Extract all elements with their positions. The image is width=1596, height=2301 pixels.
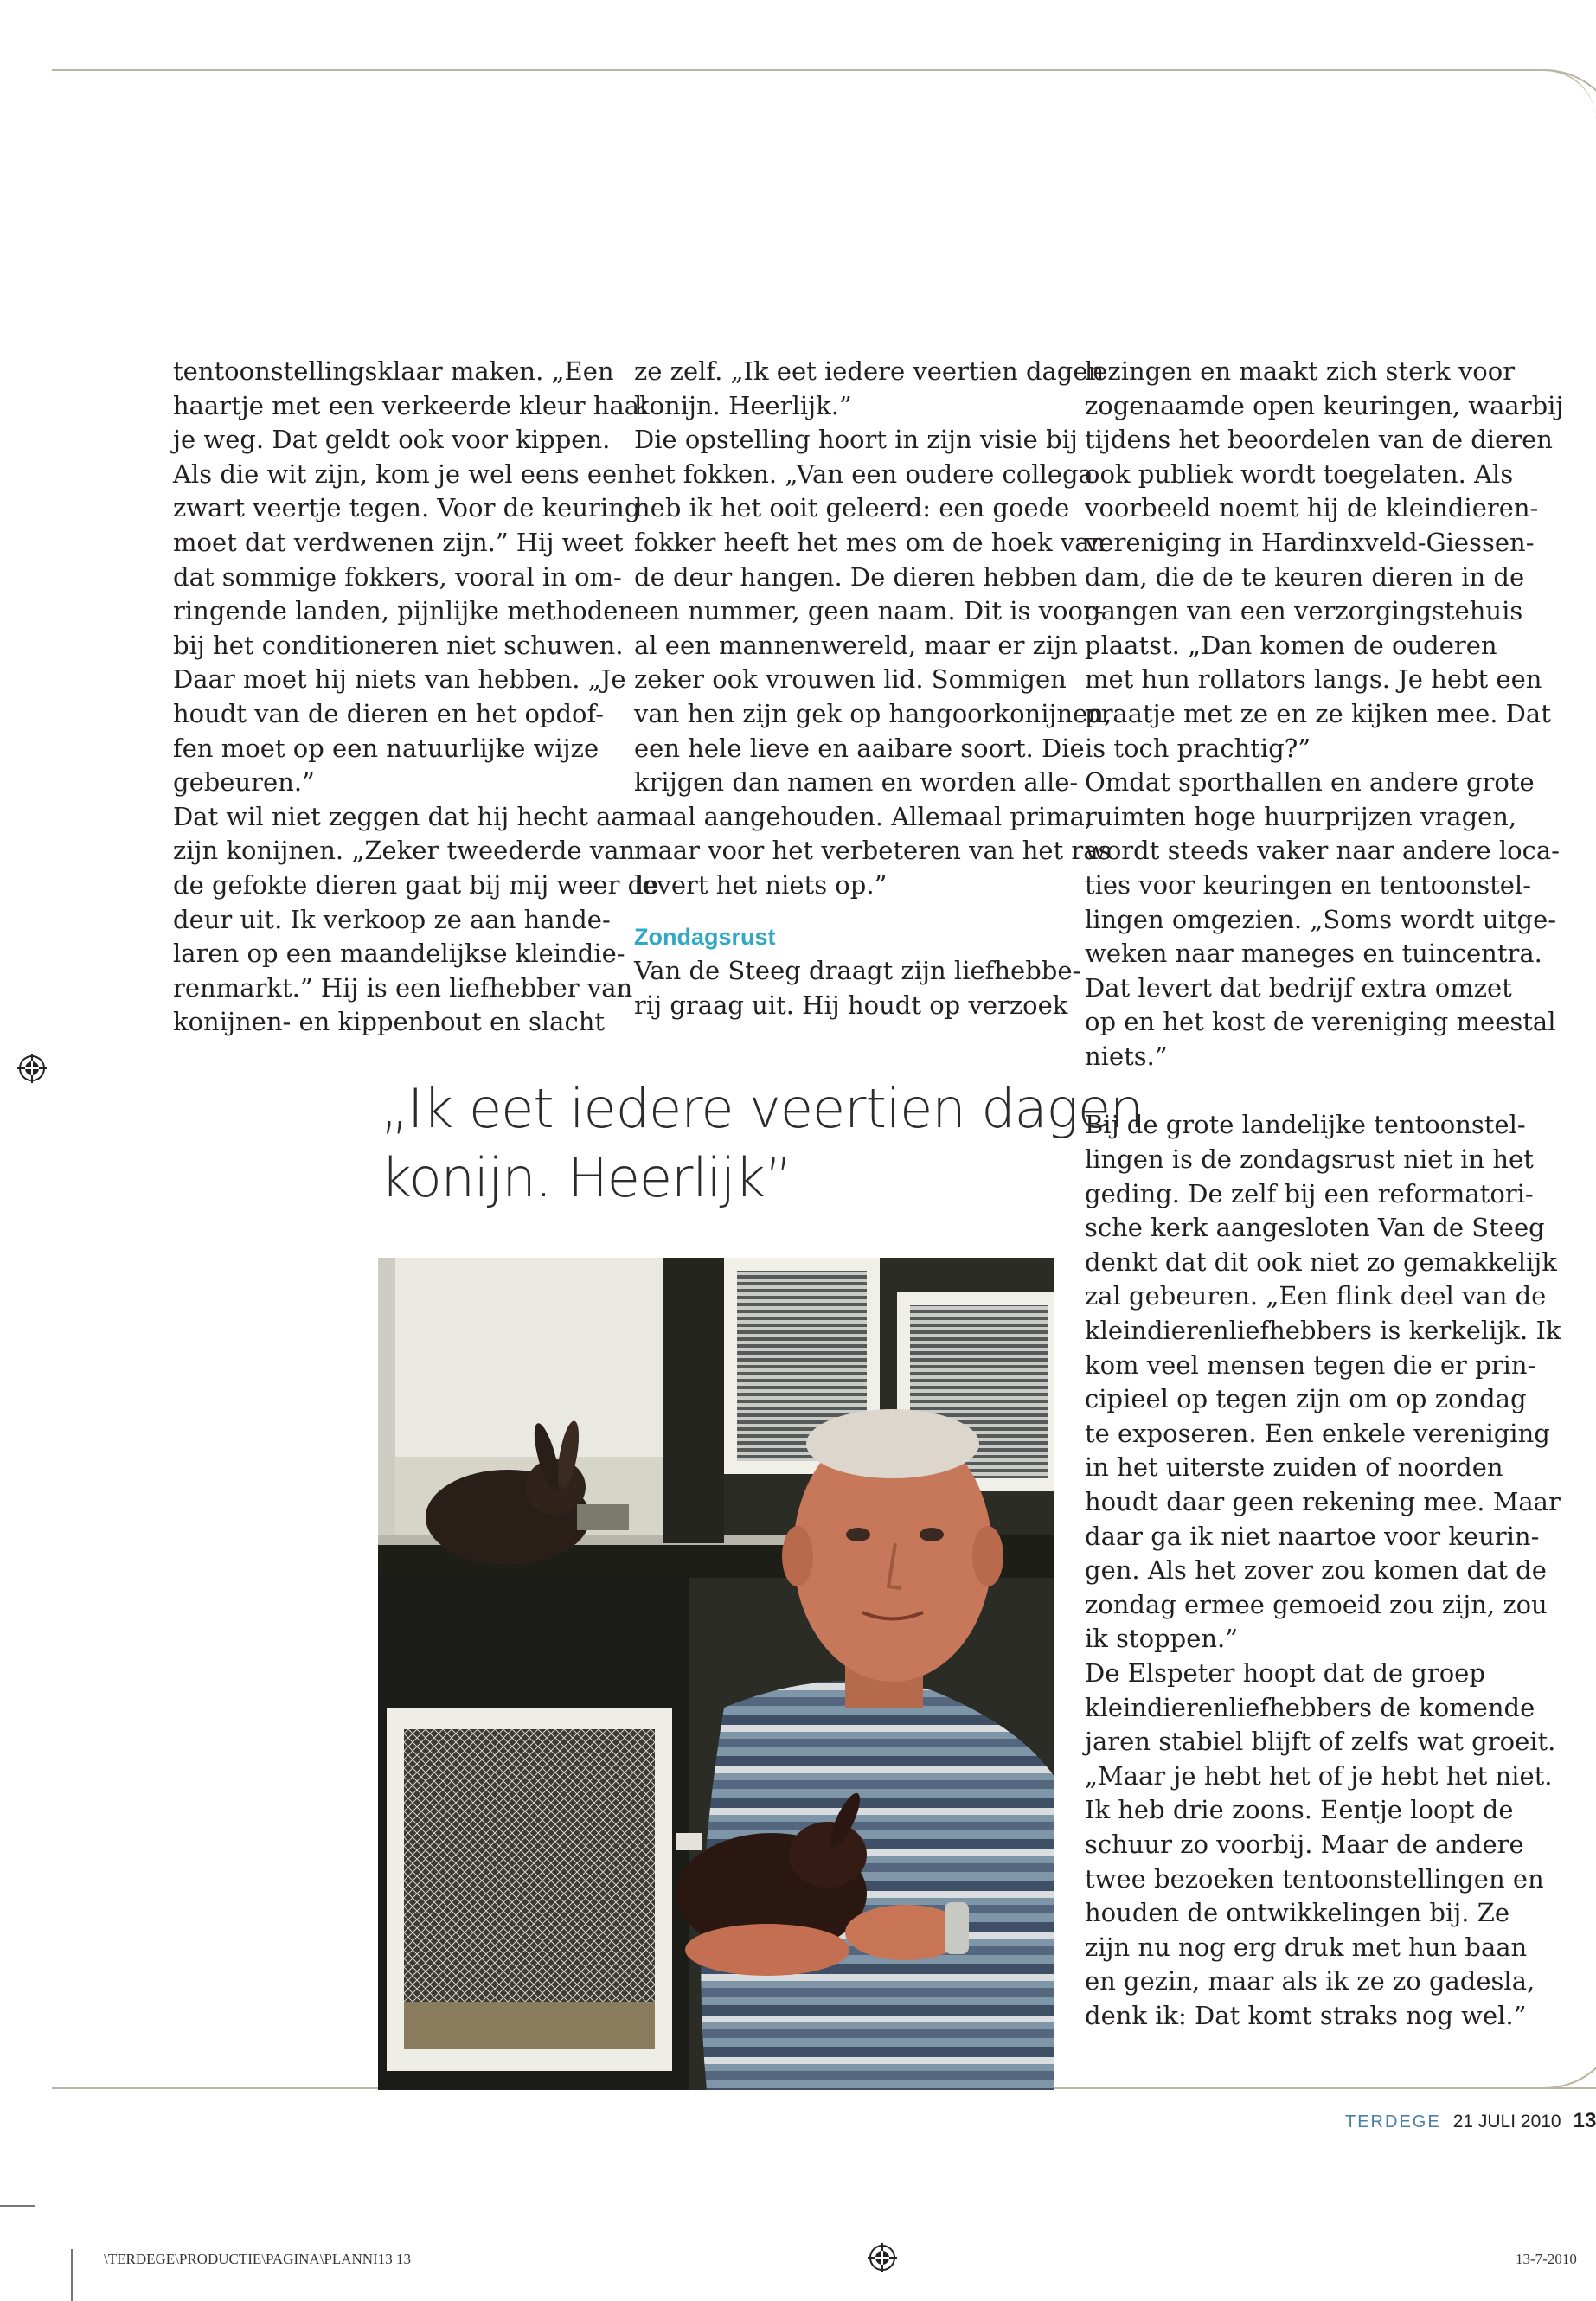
text-line: laren op een maandelijkse kleindie- <box>173 939 625 969</box>
text-line: op en het kost de vereniging meestal <box>1085 1007 1556 1037</box>
text-line: Bij de grote landelijke tentoonstel- <box>1085 1110 1526 1140</box>
text-line: kom veel mensen tegen die er prin- <box>1085 1349 1536 1380</box>
text-line: konijnen- en kippenbout en slacht <box>173 1007 606 1037</box>
text-line: kleindierenliefhebbers de komende <box>1085 1692 1535 1722</box>
text-line: van hen zijn gek op hangoorkonijnen, <box>634 698 1112 728</box>
page-footer <box>1345 2109 1596 2133</box>
text-line: konijn. Heerlijk.” <box>634 390 852 420</box>
text-line: de deur hangen. De dieren hebben <box>634 561 1078 592</box>
page-number: 13 <box>1573 2109 1596 2132</box>
pull-quote-line: „Ik eet iedere veertien dagen <box>381 1077 1144 1140</box>
text-line: haartje met een verkeerde kleur haal <box>173 390 648 420</box>
registration-mark-icon <box>17 1054 47 1083</box>
text-line: „Maar je hebt het of je hebt het niet. <box>1085 1760 1553 1791</box>
text-line: niets.” <box>1085 1041 1168 1071</box>
text-line: heb ik het ooit geleerd: een goede <box>634 493 1070 523</box>
text-line: al een mannenwereld, maar er zijn <box>634 630 1078 660</box>
photo-breeder-with-rabbit <box>378 1258 1054 2090</box>
text-line: vereniging in Hardinxveld-Giessen- <box>1085 527 1535 557</box>
text-line: ik stoppen.” <box>1085 1624 1239 1654</box>
text-line: fen moet op een natuurlijke wijze <box>173 733 599 763</box>
text-line: ruimten hoge huurprijzen vragen, <box>1085 801 1517 831</box>
text-line: je weg. Dat geldt ook voor kippen. <box>173 425 611 455</box>
text-line: Dat wil niet zeggen dat hij hecht aan <box>173 801 643 831</box>
text-line: twee bezoeken tentoonstellingen en <box>1085 1863 1544 1894</box>
text-line: fokker heeft het mes om de hoek van <box>634 527 1106 557</box>
article-column-2 <box>634 355 1112 1022</box>
text-line: tentoonstellingsklaar maken. „Een <box>173 356 614 386</box>
text-line: ringende landen, pijnlijke methoden <box>173 596 635 626</box>
text-line: zal gebeuren. „Een flink deel van de <box>1085 1281 1547 1311</box>
section-subheading: Zondagsrust <box>634 923 776 950</box>
article-column-1 <box>173 355 659 1040</box>
text-line: sche kerk aangesloten Van de Steeg <box>1085 1213 1545 1243</box>
text-line: moet dat verdwenen zijn.” Hij weet <box>173 527 624 557</box>
text-line: wordt steeds vaker naar andere loca- <box>1085 836 1560 866</box>
text-line: rij graag uit. Hij houdt op verzoek <box>634 990 1068 1020</box>
print-slug-date: 13-7-2010 <box>1516 2251 1577 2267</box>
text-line: cipieel op tegen zijn om op zondag <box>1085 1384 1527 1414</box>
text-line: is toch prachtig?” <box>1085 733 1311 763</box>
text-line: gangen van een verzorgingstehuis <box>1085 596 1523 626</box>
text-line: kleindierenliefhebbers is kerkelijk. Ik <box>1085 1316 1561 1346</box>
print-slug-path: \TERDEGE\PRODUCTIE\PAGINA\PLANNI13 13 <box>104 2251 411 2267</box>
trim-corner-top <box>1518 69 1596 173</box>
text-line: ze zelf. „Ik eet iedere veertien dagen <box>634 356 1105 386</box>
text-line: denk ik: Dat komt straks nog wel.” <box>1085 2000 1527 2030</box>
text-line: houden de ontwikkelingen bij. Ze <box>1085 1898 1510 1928</box>
text-line: tijdens het beoordelen van de dieren <box>1085 425 1553 455</box>
text-line: dam, die de te keuren dieren in de <box>1085 561 1525 592</box>
text-line: houdt daar geen rekening mee. Maar <box>1085 1487 1561 1516</box>
text-line: praatje met ze en ze kijken mee. Dat <box>1085 698 1551 728</box>
text-line: jaren stabiel blijft of zelfs wat groeit. <box>1085 1727 1556 1757</box>
text-line: plaatst. „Dan komen de ouderen <box>1085 630 1497 660</box>
text-line: bij het conditioneren niet schuwen. <box>173 630 624 660</box>
text-line: lingen is de zondagsrust niet in het <box>1085 1144 1534 1175</box>
text-line: denkt dat dit ook niet zo gemakkelijk <box>1085 1247 1557 1277</box>
text-line: maal aangehouden. Allemaal prima, <box>634 801 1093 831</box>
text-line: deur uit. Ik verkoop ze aan hande- <box>173 904 611 934</box>
text-line: een nummer, geen naam. Dit is voor- <box>634 596 1104 626</box>
text-line: levert het niets op.” <box>634 869 888 900</box>
text-line: het fokken. „Van een oudere collega <box>634 458 1093 489</box>
text-line: Die opstelling hoort in zijn visie bij <box>634 425 1078 455</box>
text-line: lezingen en maakt zich sterk voor <box>1085 356 1516 386</box>
pull-quote-line: konijn. Heerlijk” <box>381 1146 792 1209</box>
text-line: in het uiterste zuiden of noorden <box>1085 1452 1503 1483</box>
text-line: Van de Steeg draagt zijn liefhebbe- <box>634 956 1081 986</box>
text-line: Daar moet hij niets van hebben. „Je <box>173 664 626 695</box>
text-line: te exposeren. Een enkele vereniging <box>1085 1418 1550 1448</box>
pull-quote <box>381 1074 1144 1213</box>
text-line: gen. Als het zover zou komen dat de <box>1085 1555 1547 1586</box>
article-column-3 <box>1085 355 1564 2034</box>
text-line: renmarkt.” Hij is een liefhebber van <box>173 972 633 1003</box>
text-line: Als die wit zijn, kom je wel eens een <box>173 458 633 489</box>
issue-date: 21 JULI 2010 <box>1452 2112 1561 2131</box>
text-line: met hun rollators langs. Je hebt een <box>1085 664 1542 695</box>
text-line: houdt van de dieren en het opdof- <box>173 698 604 728</box>
text-line: zogenaamde open keuringen, waarbij <box>1085 390 1564 420</box>
paragraph-gap <box>1085 1074 1535 1108</box>
text-line: voorbeeld noemt hij de kleindieren- <box>1085 493 1539 523</box>
text-line: ties voor keuringen en tentoonstel- <box>1085 869 1531 900</box>
text-line: zeker ook vrouwen lid. Sommigen <box>634 664 1067 695</box>
text-line: zondag ermee gemoeid zou zijn, zou <box>1085 1589 1548 1619</box>
text-line: weken naar maneges en tuincentra. <box>1085 939 1542 969</box>
text-line: De Elspeter hoopt dat de groep <box>1085 1657 1485 1688</box>
text-line: zijn konijnen. „Zeker tweederde van <box>173 836 636 866</box>
text-line: zijn nu nog erg druk met hun baan <box>1085 1932 1528 1962</box>
text-line: geding. De zelf bij een reformatori- <box>1085 1178 1534 1208</box>
text-line: en gezin, maar als ik ze zo gadesla, <box>1085 1966 1535 1997</box>
text-line: dat sommige fokkers, vooral in om- <box>173 561 622 592</box>
text-line: een hele lieve en aaibare soort. Die <box>634 733 1085 763</box>
text-line: zwart veertje tegen. Voor de keuring <box>173 493 641 523</box>
crop-mark-vertical <box>71 2249 73 2301</box>
text-line: Ik heb drie zoons. Eentje loopt de <box>1085 1795 1514 1825</box>
magazine-name: TERDEGE <box>1345 2112 1441 2131</box>
text-line: gebeuren.” <box>173 767 315 798</box>
text-line: maar voor het verbeteren van het ras <box>634 836 1112 866</box>
text-line: de gefokte dieren gaat bij mij weer de <box>173 869 659 900</box>
crop-mark-horizontal <box>0 2205 35 2207</box>
text-line: schuur zo voorbij. Maar de andere <box>1085 1829 1524 1859</box>
text-line: ook publiek wordt toegelaten. Als <box>1085 458 1514 489</box>
trim-line-top <box>52 69 1596 121</box>
text-line: daar ga ik niet naartoe voor keurin- <box>1085 1521 1540 1551</box>
text-line: lingen omgezien. „Soms wordt uitge- <box>1085 904 1557 934</box>
text-line: Omdat sporthallen en andere grote <box>1085 767 1535 798</box>
photo-illustration <box>378 1258 1054 2090</box>
registration-mark-icon <box>868 2243 897 2272</box>
text-line: krijgen dan namen en worden alle- <box>634 767 1079 798</box>
text-line: Dat levert dat bedrijf extra omzet <box>1085 972 1512 1003</box>
